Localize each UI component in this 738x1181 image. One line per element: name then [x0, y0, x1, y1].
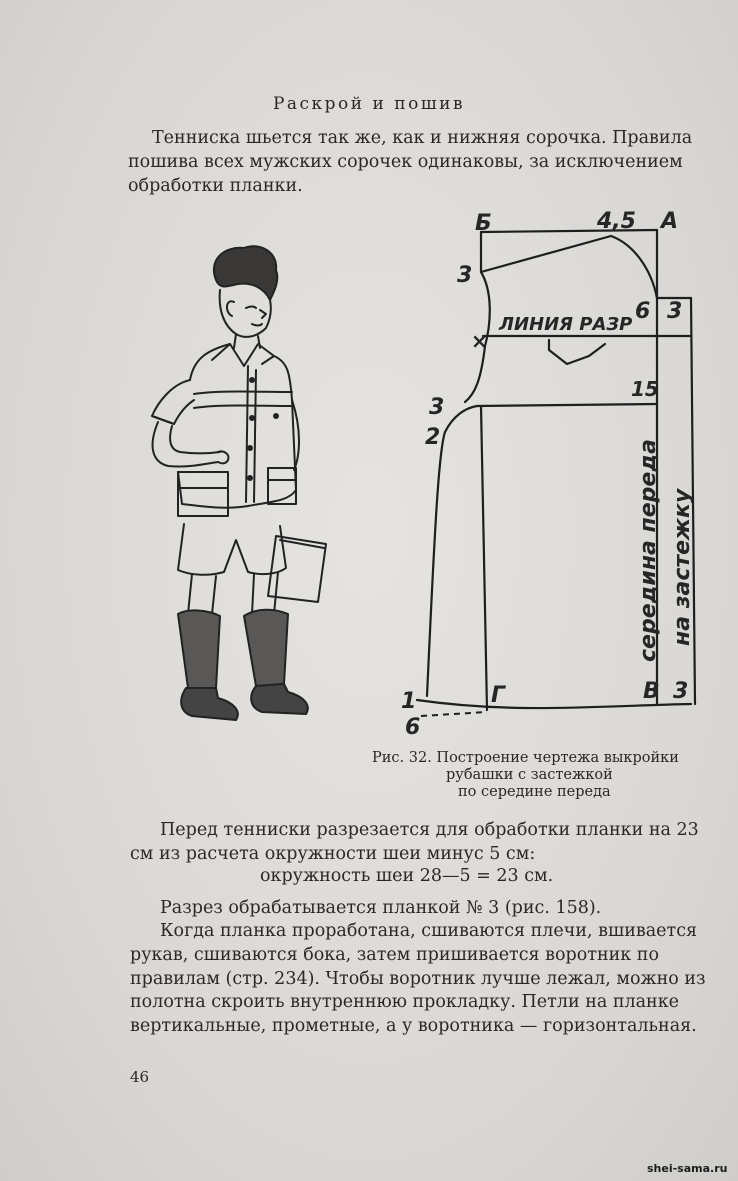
- caption-line-1: Рис. 32. Построение чертежа выкройки: [372, 750, 679, 766]
- label-2: 2: [425, 425, 441, 450]
- caption-line-2: рубашки с застежкой: [446, 767, 613, 783]
- page-number: 46: [130, 1068, 150, 1086]
- label-v: В: [643, 679, 660, 704]
- label-3-neck: 3: [457, 263, 473, 288]
- paragraph-placket: Разрез обрабатывается планкой № 3 (рис. 158).: [160, 898, 602, 918]
- label-3-top: 3: [667, 299, 683, 324]
- paragraph-assembly: Когда планка проработана, сшиваются плечи, вшивается рукав, сшиваются бока, затем пришивается воротник по правилам (стр. 234). Чтобы воротник лучше лежал, можно из полотна скроить внутреннюю прокладку. Петли на планке вертикальные, прометные, а у воротника — горизонтальная.: [130, 921, 706, 1037]
- pattern-drawing: [395, 200, 725, 740]
- label-6: 6: [635, 299, 651, 324]
- hem-dashed: [421, 712, 487, 716]
- line-15: [477, 404, 657, 406]
- running-head: Раскрой и пошив: [272, 94, 466, 114]
- vertical-label-zastezhka: на застежку: [670, 488, 695, 646]
- label-3-bottom: 3: [673, 679, 689, 704]
- vertical-label-seredina: середина переда: [636, 439, 661, 662]
- label-3-arm: 3: [429, 395, 445, 420]
- g-vertical: [481, 406, 487, 710]
- label-liniya: ЛИНИЯ РАЗР: [499, 314, 633, 335]
- label-a: А: [661, 209, 679, 234]
- label-15: 15: [631, 377, 659, 401]
- dart: [549, 340, 605, 364]
- neckline-curve: [611, 236, 657, 298]
- shoulder-line: [481, 236, 611, 272]
- side-seam: [427, 432, 445, 696]
- boy-illustration: [128, 240, 328, 730]
- paragraph-cut: Перед тенниски разрезается для обработки планки на 23 см из расчета окружности шеи минус 5 см:: [130, 820, 699, 864]
- label-b: Б: [475, 211, 492, 236]
- label-1: 1: [401, 689, 417, 714]
- label-45: 4,5: [597, 209, 636, 234]
- caption-line-3: по середине переда: [458, 784, 611, 800]
- watermark: shei-sama.ru: [647, 1162, 728, 1175]
- paragraph-intro: Тенниска шьется так же, как и нижняя сорочка. Правила пошива всех мужских сорочек одинаковы, за исключением обработки планки.: [128, 128, 693, 196]
- armhole-lower: [445, 406, 477, 432]
- label-g: Г: [491, 683, 506, 708]
- label-x: ×: [471, 329, 488, 353]
- label-6-bottom: 6: [405, 715, 421, 740]
- figure-caption: [372, 750, 718, 801]
- formula-line: окружность шеи 28—5 = 23 см.: [260, 866, 554, 886]
